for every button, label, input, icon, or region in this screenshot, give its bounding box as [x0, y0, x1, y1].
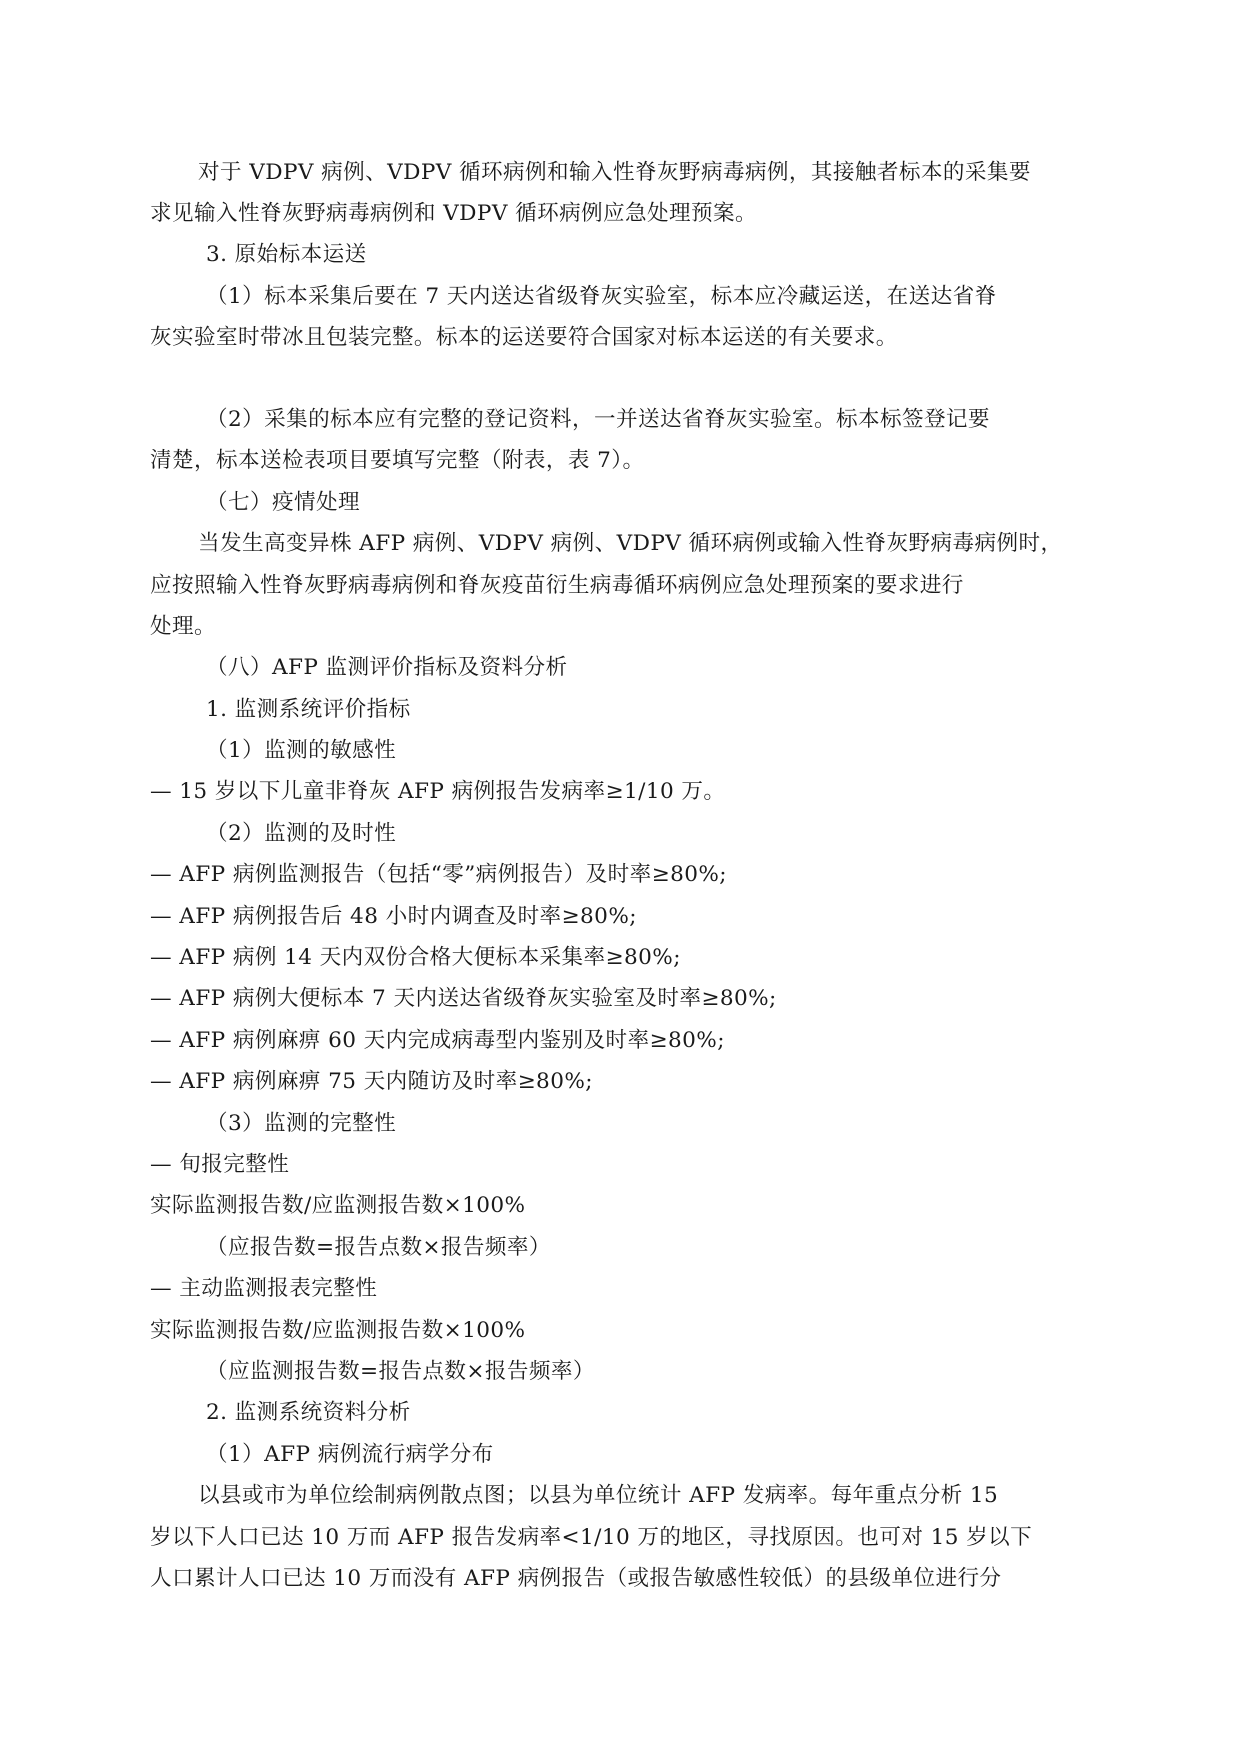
body-line-analysis-1: 以县或市为单位绘制病例散点图；以县为单位统计 AFP 发病率。每年重点分析 15 [198, 1483, 999, 1508]
body-line-transport-2b: 清楚，标本送检表项目要填写完整（附表，表 7）。 [150, 448, 645, 473]
body-line-outbreak-2: 应按照输入性脊灰野病毒病例和脊灰疫苗衍生病毒循环病例应急处理预案的要求进行 [150, 573, 964, 598]
item-heading-epidemiology: （1）AFP 病例流行病学分布 [206, 1442, 494, 1467]
body-line-contacts-1: 对于 VDPV 病例、VDPV 循环病例和输入性脊灰野病毒病例，其接触者标本的采集要 [198, 160, 1031, 185]
body-line-transport-1b: 灰实验室时带冰且包装完整。标本的运送要符合国家对标本运送的有关要求。 [150, 325, 898, 350]
item-heading-completeness: （3）监测的完整性 [206, 1111, 397, 1136]
section-heading-evaluation: （八）AFP 监测评价指标及资料分析 [206, 655, 568, 680]
indicator-follow-up: — AFP 病例麻痹 75 天内随访及时率≥80%; [150, 1069, 593, 1094]
subsection-heading-indicators: 1. 监测系统评价指标 [206, 697, 411, 722]
body-line-transport-2a: （2）采集的标本应有完整的登记资料，一并送达省脊灰实验室。标本标签登记要 [206, 407, 990, 432]
indicator-sensitivity-rate: — 15 岁以下儿童非脊灰 AFP 病例报告发病率≥1/10 万。 [150, 779, 726, 804]
formula-note-active: （应监测报告数=报告点数×报告频率） [206, 1359, 595, 1384]
indicator-timeliness-report: — AFP 病例监测报告（包括“零”病例报告）及时率≥80%; [150, 862, 727, 887]
body-line-transport-1a: （1）标本采集后要在 7 天内送达省级脊灰实验室，标本应冷藏运送，在送达省脊 [206, 284, 997, 309]
body-line-contacts-2: 求见输入性脊灰野病毒病例和 VDPV 循环病例应急处理预案。 [150, 201, 758, 226]
section-heading-specimen-transport: 3. 原始标本运送 [206, 242, 367, 267]
item-heading-timeliness: （2）监测的及时性 [206, 821, 397, 846]
indicator-stool-delivery: — AFP 病例大便标本 7 天内送达省级脊灰实验室及时率≥80%; [150, 986, 777, 1011]
formula-active: 实际监测报告数/应监测报告数×100% [150, 1318, 526, 1343]
item-heading-sensitivity: （1）监测的敏感性 [206, 738, 397, 763]
formula-ten-day: 实际监测报告数/应监测报告数×100% [150, 1193, 526, 1218]
formula-note-ten-day: （应报告数=报告点数×报告频率） [206, 1235, 551, 1260]
body-line-outbreak-3: 处理。 [150, 614, 216, 639]
indicator-timeliness-investigation: — AFP 病例报告后 48 小时内调查及时率≥80%; [150, 904, 637, 929]
section-heading-outbreak-handling: （七）疫情处理 [206, 490, 360, 515]
indicator-intratypic-differentiation: — AFP 病例麻痹 60 天内完成病毒型内鉴别及时率≥80%; [150, 1028, 725, 1053]
body-line-analysis-3: 人口累计人口已达 10 万而没有 AFP 病例报告（或报告敏感性较低）的县级单位进行分 [150, 1566, 1002, 1591]
body-line-outbreak-1: 当发生高变异株 AFP 病例、VDPV 病例、VDPV 循环病例或输入性脊灰野病毒病例时， [198, 531, 1063, 556]
indicator-active-completeness: — 主动监测报表完整性 [150, 1276, 378, 1301]
subsection-heading-data-analysis: 2. 监测系统资料分析 [206, 1400, 411, 1425]
indicator-stool-collection: — AFP 病例 14 天内双份合格大便标本采集率≥80%; [150, 945, 681, 970]
indicator-ten-day-completeness: — 旬报完整性 [150, 1152, 290, 1177]
body-line-analysis-2: 岁以下人口已达 10 万而 AFP 报告发病率<1/10 万的地区，寻找原因。也可对 15 岁以下 [150, 1525, 1033, 1550]
